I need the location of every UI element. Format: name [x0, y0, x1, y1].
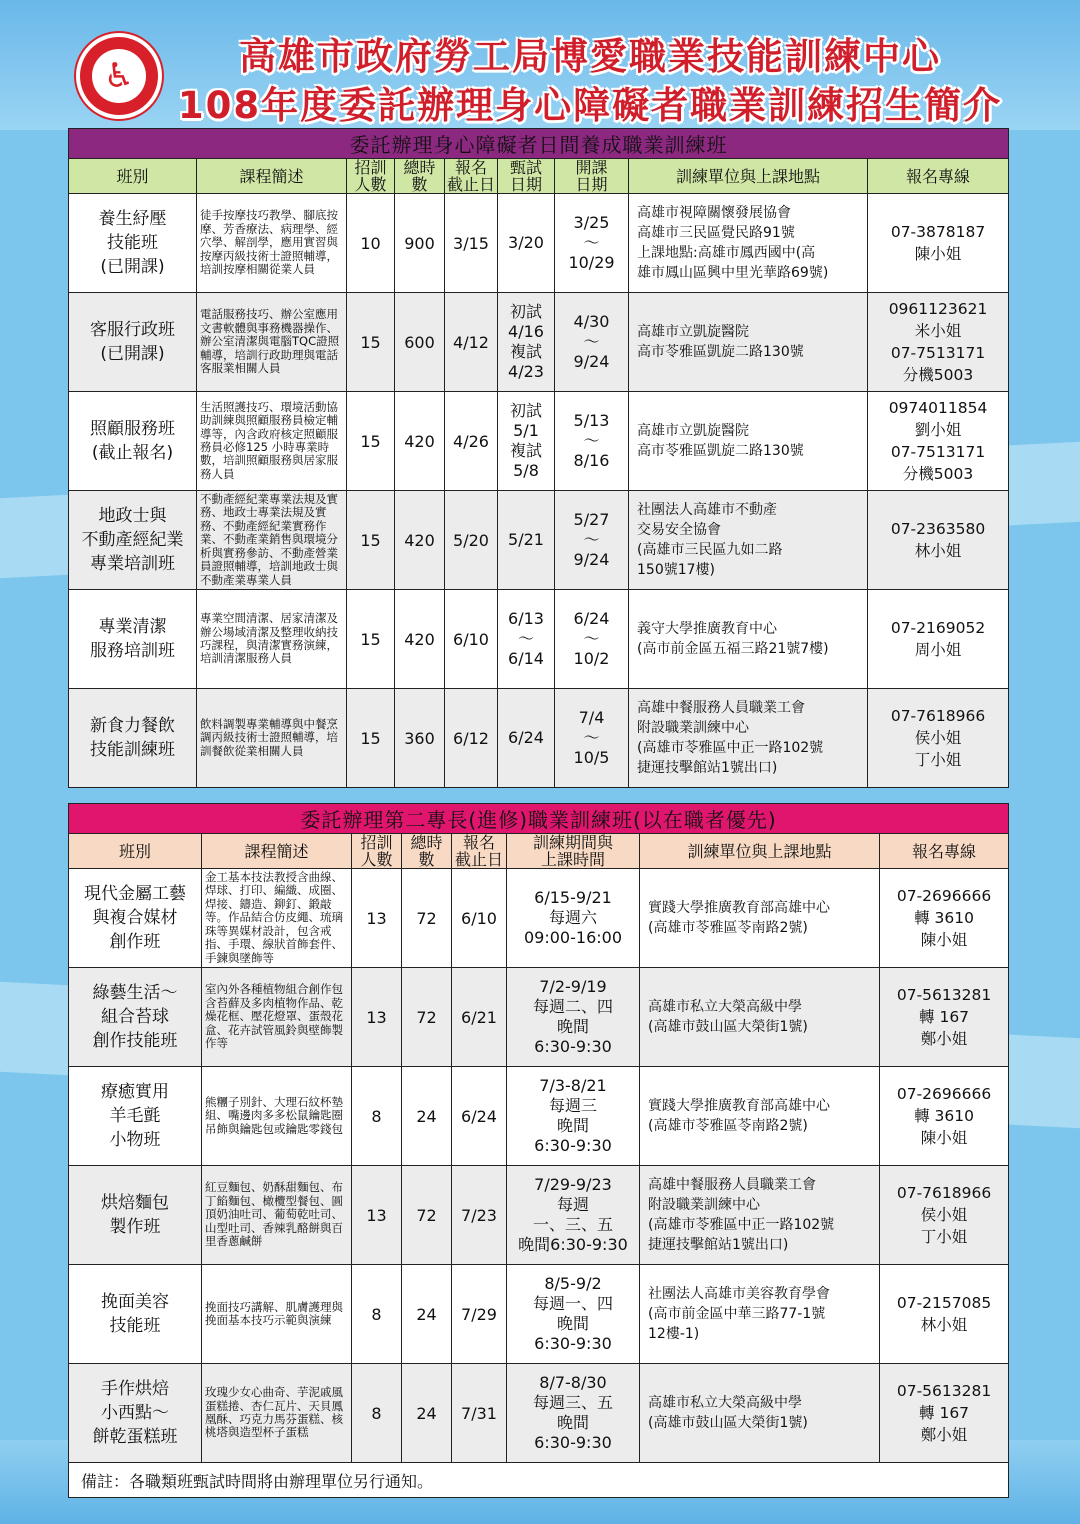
column-header: 報名 截止日: [452, 834, 507, 869]
training-organization: 高雄市私立大榮高級中學 (高雄市鼓山區大榮街1號): [640, 968, 880, 1067]
hours: 72: [402, 968, 452, 1067]
note-row: [69, 1463, 1009, 1498]
table-row: [69, 968, 1009, 1067]
start-date: 6/24 ～ 10/2: [555, 590, 629, 689]
contact-phone: 07-7618966 侯小姐 丁小姐: [880, 1166, 1009, 1265]
column-header: 開課 日期: [555, 159, 629, 194]
table-row: [69, 869, 1009, 968]
class-name: 地政士與 不動產經紀業 專業培訓班: [69, 491, 197, 590]
deadline: 7/23: [452, 1166, 507, 1265]
hours: 420: [395, 590, 445, 689]
seats: 13: [352, 1166, 402, 1265]
column-header: 課程簡述: [202, 834, 352, 869]
exam-date: 3/20: [498, 194, 555, 293]
training-organization: 義守大學推廣教育中心 (高市前金區五福三路21號7樓): [629, 590, 868, 689]
course-description: 玫瑰少女心曲奇、芋泥戚風蛋糕捲、杏仁瓦片、天貝鳳凰酥、巧克力馬芬蛋糕、核桃塔與造型杯子蛋糕: [202, 1364, 352, 1463]
start-date: 5/13 ～ 8/16: [555, 392, 629, 491]
contact-phone: 0961123621 米小姐 07-7513171 分機5003: [868, 293, 1009, 392]
page-header: [0, 0, 1080, 128]
course-description: 挽面技巧講解、肌膚護理與挽面基本技巧示範與演練: [202, 1265, 352, 1364]
course-description: 飲料調製專業輔導與中餐烹調丙級技術士證照輔導，培訓餐飲從業相關人員: [197, 689, 347, 788]
deadline: 7/31: [452, 1364, 507, 1463]
table-row: [69, 1067, 1009, 1166]
deadline: 7/29: [452, 1265, 507, 1364]
column-header: 課程簡述: [197, 159, 347, 194]
deadline: 6/21: [452, 968, 507, 1067]
note-text: 備註：各職類班甄試時間將由辦理單位另行通知。: [69, 1463, 1009, 1498]
table-row: [69, 392, 1009, 491]
contact-phone: 07-2696666 轉 3610 陳小姐: [880, 1067, 1009, 1166]
course-description: 電話服務技巧、辦公室應用文書軟體與事務機器操作、辦公室清潔與電腦TQC證照輔導，培訓行政助理與電話客服業相關人員: [197, 293, 347, 392]
training-organization: 社團法人高雄市美容教育學會 (高市前金區中華三路77-1號 12樓-1): [640, 1265, 880, 1364]
wheelchair-icon: ♿: [92, 49, 146, 103]
training-period: 6/15-9/21 每週六 09:00-16:00: [507, 869, 640, 968]
exam-date: 6/24: [498, 689, 555, 788]
training-period: 7/3-8/21 每週三 晚間 6:30-9:30: [507, 1067, 640, 1166]
class-name: 專業清潔 服務培訓班: [69, 590, 197, 689]
hours: 420: [395, 392, 445, 491]
table-row: [69, 491, 1009, 590]
class-name: 綠藝生活～ 組合苔球 創作技能班: [69, 968, 202, 1067]
training-organization: 高雄中餐服務人員職業工會 附設職業訓練中心 (高雄市苓雅區中正一路102號 捷運技擊館站1號出口): [629, 689, 868, 788]
logo: [76, 33, 162, 119]
column-header: 訓練期間與 上課時間: [507, 834, 640, 869]
class-name: 療癒實用 羊毛氈 小物班: [69, 1067, 202, 1166]
column-header: 報名專線: [880, 834, 1009, 869]
deadline: 6/24: [452, 1067, 507, 1166]
seats: 15: [347, 392, 395, 491]
class-name: 烘焙麵包 製作班: [69, 1166, 202, 1265]
start-date: 5/27 ～ 9/24: [555, 491, 629, 590]
seats: 10: [347, 194, 395, 293]
hours: 24: [402, 1265, 452, 1364]
class-name: 養生紓壓 技能班 (已開課): [69, 194, 197, 293]
table-row: [69, 689, 1009, 788]
class-name: 挽面美容 技能班: [69, 1265, 202, 1364]
course-description: 徒手按摩技巧教學、腳底按摩、芳香療法、病理學、經穴學、解剖學，應用實習與按摩丙級技術士證照輔導，培訓按摩相關從業人員: [197, 194, 347, 293]
hours: 360: [395, 689, 445, 788]
table-row: [69, 194, 1009, 293]
deadline: 4/26: [445, 392, 498, 491]
contact-phone: 07-2363580 林小姐: [868, 491, 1009, 590]
column-header: 班別: [69, 159, 197, 194]
hours: 24: [402, 1364, 452, 1463]
training-organization: 高雄市立凱旋醫院 高市苓雅區凱旋二路130號: [629, 392, 868, 491]
training-period: 8/7-8/30 每週三、五 晚間 6:30-9:30: [507, 1364, 640, 1463]
hours: 24: [402, 1067, 452, 1166]
class-name: 照顧服務班 (截止報名): [69, 392, 197, 491]
training-period: 7/29-9/23 每週 一、三、五 晚間6:30-9:30: [507, 1166, 640, 1265]
contact-phone: 07-5613281 轉 167 鄭小姐: [880, 1364, 1009, 1463]
hours: 72: [402, 1166, 452, 1265]
training-organization: 社團法人高雄市不動產 交易安全協會 (高雄市三民區九如二路 150號17樓): [629, 491, 868, 590]
training-organization: 高雄中餐服務人員職業工會 附設職業訓練中心 (高雄市苓雅區中正一路102號 捷運技擊館站1號出口): [640, 1166, 880, 1265]
training-period: 7/2-9/19 每週二、四 晚間 6:30-9:30: [507, 968, 640, 1067]
table-row: [69, 590, 1009, 689]
day-training-table: [68, 128, 1009, 788]
course-description: 室內外各種植物組合創作包含苔蘚及多肉植物作品、乾燥花框、壓花燈罩、蛋殼花盒、花卉試管風鈴與壁飾製作等: [202, 968, 352, 1067]
hours: 72: [402, 869, 452, 968]
contact-phone: 07-5613281 轉 167 鄭小姐: [880, 968, 1009, 1067]
seats: 8: [352, 1067, 402, 1166]
seats: 15: [347, 293, 395, 392]
exam-date: 初試 5/1 複試 5/8: [498, 392, 555, 491]
deadline: 6/10: [445, 590, 498, 689]
column-header: 招訓 人數: [347, 159, 395, 194]
column-header: 總時 數: [395, 159, 445, 194]
seats: 13: [352, 869, 402, 968]
start-date: 4/30 ～ 9/24: [555, 293, 629, 392]
class-name: 客服行政班 (已開課): [69, 293, 197, 392]
course-description: 生活照護技巧、環境活動協助訓練與照顧服務員檢定輔導等，內含政府核定照顧服務員必修125 小時專業時數，培訓照顧服務與居家服務人員: [197, 392, 347, 491]
contact-phone: 07-7618966 侯小姐 丁小姐: [868, 689, 1009, 788]
hours: 420: [395, 491, 445, 590]
exam-date: 5/21: [498, 491, 555, 590]
column-header: 甄試 日期: [498, 159, 555, 194]
deadline: 5/20: [445, 491, 498, 590]
course-description: 金工基本技法教授含曲線、焊球、打印、編織、成圈、焊接、鑄造、鉚釘、鍛敲等。作品結合仿皮繩、琉璃珠等異媒材設計，包含戒指、手環、線狀首飾套件、手鍊與墜飾等: [202, 869, 352, 968]
deadline: 6/10: [452, 869, 507, 968]
second-skill-table: [68, 803, 1009, 1498]
column-header: 招訓 人數: [352, 834, 402, 869]
column-header: 班別: [69, 834, 202, 869]
seats: 13: [352, 968, 402, 1067]
seats: 15: [347, 491, 395, 590]
training-organization: 實踐大學推廣教育部高雄中心 (高雄市苓雅區苓南路2號): [640, 1067, 880, 1166]
seats: 8: [352, 1364, 402, 1463]
training-organization: 高雄市立凱旋醫院 高市苓雅區凱旋二路130號: [629, 293, 868, 392]
class-name: 現代金屬工藝 與複合媒材 創作班: [69, 869, 202, 968]
contact-phone: 0974011854 劉小姐 07-7513171 分機5003: [868, 392, 1009, 491]
class-name: 新食力餐飲 技能訓練班: [69, 689, 197, 788]
deadline: 6/12: [445, 689, 498, 788]
start-date: 7/4 ～ 10/5: [555, 689, 629, 788]
table-banner: 委託辦理第二專長(進修)職業訓練班(以在職者優先): [69, 804, 1009, 834]
class-name: 手作烘焙 小西點～ 餅乾蛋糕班: [69, 1364, 202, 1463]
deadline: 4/12: [445, 293, 498, 392]
training-organization: 實踐大學推廣教育部高雄中心 (高雄市苓雅區苓南路2號): [640, 869, 880, 968]
column-header: 總時 數: [402, 834, 452, 869]
seats: 15: [347, 689, 395, 788]
table-row: [69, 1364, 1009, 1463]
course-description: 不動產經紀業專業法規及實務、地政士專業法規及實務、不動產經紀業實務作業、不動產業銷售與環境分析與實務參訪、不動產營業員證照輔導，培訓地政士與不動產業專業人員: [197, 491, 347, 590]
column-header: 訓練單位與上課地點: [629, 159, 868, 194]
start-date: 3/25 ～ 10/29: [555, 194, 629, 293]
deadline: 3/15: [445, 194, 498, 293]
training-period: 8/5-9/2 每週一、四 晚間 6:30-9:30: [507, 1265, 640, 1364]
table-row: [69, 1265, 1009, 1364]
column-header: 訓練單位與上課地點: [640, 834, 880, 869]
table-row: [69, 293, 1009, 392]
course-description: 專業空間清潔、居家清潔及辦公場域清潔及整理收納技巧課程，與清潔實務演練，培訓清潔服務人員: [197, 590, 347, 689]
exam-date: 6/13 ～ 6/14: [498, 590, 555, 689]
column-header: 報名專線: [868, 159, 1009, 194]
course-description: 熊糰子別針、大理石紋杯墊組、嘴邊肉多多松鼠鑰匙圈吊飾與鑰匙包或鑰匙零錢包: [202, 1067, 352, 1166]
contact-phone: 07-2169052 周小姐: [868, 590, 1009, 689]
contact-phone: 07-2696666 轉 3610 陳小姐: [880, 869, 1009, 968]
seats: 8: [352, 1265, 402, 1364]
training-organization: 高雄市視障關懷發展協會 高雄市三民區覺民路91號 上課地點:高雄市鳳西國中(高 雄市鳳山區興中里光華路69號): [629, 194, 868, 293]
column-header: 報名 截止日: [445, 159, 498, 194]
training-organization: 高雄市私立大榮高級中學 (高雄市鼓山區大榮街1號): [640, 1364, 880, 1463]
hours: 900: [395, 194, 445, 293]
table-banner: 委託辦理身心障礙者日間養成職業訓練班: [69, 129, 1009, 159]
contact-phone: 07-3878187 陳小姐: [868, 194, 1009, 293]
course-description: 紅豆麵包、奶酥甜麵包、布丁餡麵包、橄欖型餐包、圓頂奶油吐司、葡萄乾吐司、山型吐司、香辣乳酪餅與百里香蔥鹹餅: [202, 1166, 352, 1265]
page-title: 高雄市政府勞工局博愛職業技能訓練中心: [239, 35, 941, 78]
contact-phone: 07-2157085 林小姐: [880, 1265, 1009, 1364]
exam-date: 初試 4/16 複試 4/23: [498, 293, 555, 392]
page-subtitle: 108年度委託辦理身心障礙者職業訓練招生簡介: [177, 84, 1003, 127]
hours: 600: [395, 293, 445, 392]
table-row: [69, 1166, 1009, 1265]
seats: 15: [347, 590, 395, 689]
